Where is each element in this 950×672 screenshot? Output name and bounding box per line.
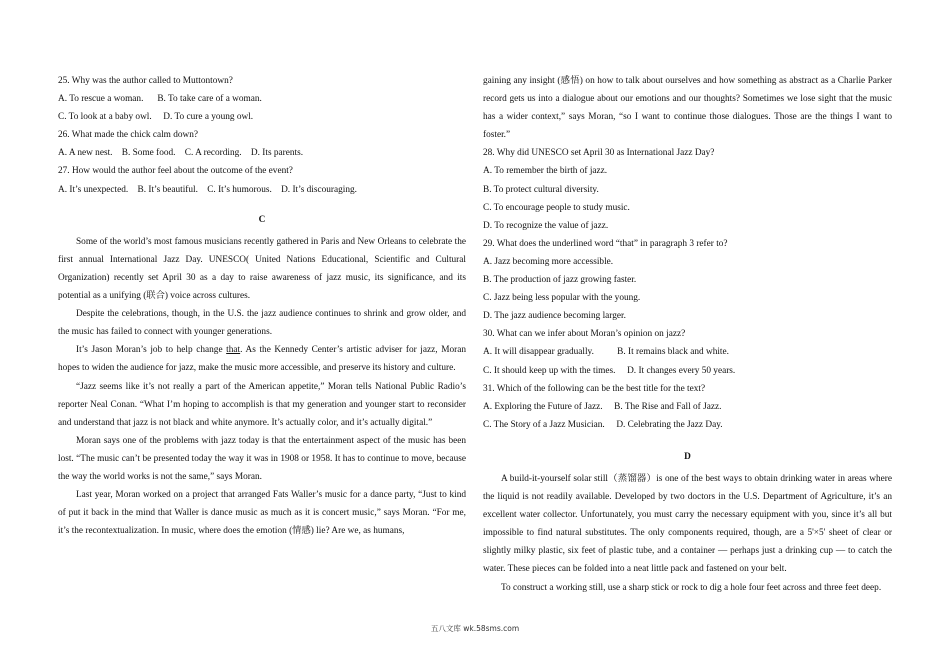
passage-c-paragraph-1: Some of the world’s most famous musicians recently gathered in Paris and New Orleans to celebrate the first annual International Jazz Day. UNESCO( United Nations Educational, Scientific and Cultural Organization) recently set April 30 as a day to raise awareness of jazz music, its significance, and its potential as a unifying (联合) voice across cultures. <box>58 236 466 302</box>
passage-d-paragraph-2: To construct a working still, use a sharp stick or rock to dig a hole four feet across and three feet deep. <box>501 582 882 593</box>
question-25-options-ab: A. To rescue a woman. B. To take care of a woman. <box>58 94 262 105</box>
question-31-options-ab: A. Exploring the Future of Jazz. B. The Rise and Fall of Jazz. <box>483 401 722 412</box>
question-28-option-b: B. To protect cultural diversity. <box>483 184 599 195</box>
passage-d-paragraph-1: A build-it-yourself solar still（蒸馏器）is one of the best ways to obtain drinking water in areas where the liquid is not readily available. Developed by two doctors in the U.S. Department of Agriculture, it’s an excellent water collector. Unfortunately, you must carry the necessary equipment with you, since it’s all but impossible to find natural substitutes. The only components required, though, are a 5'×5' sheet of clear or slightly milky plastic, six feet of plastic tube, and a container — perhaps just a drinking cup — to catch the water. These pieces can be folded into a neat little pack and fastened on your belt. <box>483 473 892 575</box>
question-27: 27. How would the author feel about the outcome of the event? <box>58 166 293 177</box>
question-26: 26. What made the chick calm down? <box>58 130 199 141</box>
question-29-option-d: D. The jazz audience becoming larger. <box>483 311 626 322</box>
question-31-options-cd: C. The Story of a Jazz Musician. D. Celebrating the Jazz Day. <box>483 419 723 430</box>
right-column <box>483 72 892 597</box>
question-28-option-a: A. To remember the birth of jazz. <box>483 166 608 177</box>
question-30: 30. What can we infer about Moran’s opinion on jazz? <box>483 329 686 340</box>
paragraph-3-text-before: It’s Jason Moran’s job to help change <box>76 345 227 356</box>
section-c-title: C <box>258 214 266 225</box>
question-29-option-c: C. Jazz being less popular with the young. <box>483 293 641 304</box>
question-28-option-c: C. To encourage people to study music. <box>483 202 630 213</box>
question-29: 29. What does the underlined word “that” in paragraph 3 refer to? <box>483 238 728 249</box>
question-30-options-ab: A. It will disappear gradually. B. It remains black and white. <box>483 347 729 358</box>
footer-watermark: 五八文库 wk.58sms.com <box>430 624 520 633</box>
section-d-title: D <box>684 451 691 462</box>
passage-c-paragraph-5: Moran says one of the problems with jazz today is that the entertainment aspect of the music has been lost. “The music can’t be presented today the way it was in 1908 or 1958. It has to continue to move, because the way the world works is not the same,” says Moran. <box>58 435 466 482</box>
passage-c-paragraph-3 <box>58 341 466 377</box>
question-29-option-b: B. The production of jazz growing faster. <box>483 275 637 286</box>
question-25: 25. Why was the author called to Muttontown? <box>58 76 233 86</box>
passage-c-paragraph-4: “Jazz seems like it’s not really a part of the American appetite,” Moran tells National Public Radio’s reporter Neal Conan. “What I’m hoping to accomplish is that my generation and younger start to reconsider and understand that jazz is not black and white anymore. It’s actually color, and it’s actually digital.” <box>58 381 466 428</box>
question-29-option-a: A. Jazz becoming more accessible. <box>483 256 614 267</box>
question-27-options: A. It’s unexpected. B. It’s beautiful. C. It’s humorous. D. It’s discouraging. <box>58 184 358 195</box>
passage-c-paragraph-2: Despite the celebrations, though, in the U.S. the jazz audience continues to shrink and grow older, and the music has failed to connect with younger generations. <box>58 309 466 338</box>
passage-c-paragraph-6: Last year, Moran worked on a project that arranged Fats Waller’s music for a dance party, “Just to kind of put it back in the mind that Waller is dance music as much as it is concert music,” says Moran. “For me, it’s the recontextualization. In music, where does the emotion (情感) lie? Are we, as humans, <box>58 490 466 537</box>
underlined-word-that: that <box>226 345 241 356</box>
passage-c-paragraph-6-continued: gaining any insight (感悟) on how to talk about ourselves and how something as abstract as a Charlie Parker record gets us into a dialogue about our emotions and our thoughts? Sometimes we lose sight that the music has a wider context,” says Moran, “so I want to continue those dialogues. Those are the things I want to foster.” <box>483 76 892 141</box>
question-30-options-cd: C. It should keep up with the times. D. It changes every 50 years. <box>483 365 736 376</box>
left-column <box>58 72 466 540</box>
question-28: 28. Why did UNESCO set April 30 as International Jazz Day? <box>483 148 715 159</box>
question-26-options: A. A new nest. B. Some food. C. A recording. D. Its parents. <box>58 148 304 159</box>
question-28-option-d: D. To recognize the value of jazz. <box>483 220 609 231</box>
question-31: 31. Which of the following can be the best title for the text? <box>483 383 706 394</box>
question-25-options-cd: C. To look at a baby owl. D. To cure a young owl. <box>58 112 254 123</box>
paragraph-3-text-after: . As the Kennedy Center’s artistic adviser for jazz, Moran hopes to widen the audience for jazz, make the music more accessible, and preserve its history and culture. <box>58 345 466 374</box>
